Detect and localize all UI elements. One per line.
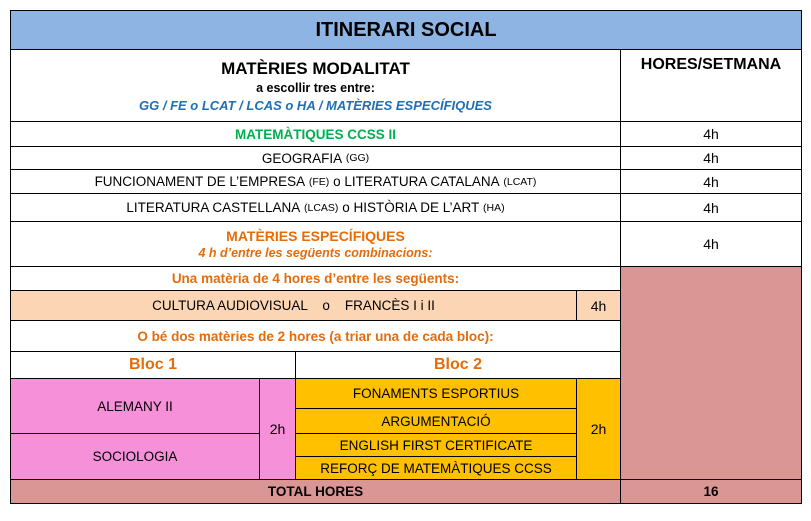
right-filler <box>620 266 802 480</box>
bloc1-subject: ALEMANY II <box>10 378 260 434</box>
total-label: TOTAL HORES <box>10 479 621 504</box>
subject-row-spanish-art: LITERATURA CASTELLANA (LCAS) o HISTÒRIA DE L’ART (HA) <box>10 193 621 222</box>
subject-row-business-catalan: FUNCIONAMENT DE L’EMPRESA (FE) o LITERATURA CATALANA (LCAT) <box>10 169 621 194</box>
bloc2-hours: 2h <box>576 378 621 480</box>
hours-cell: 4h <box>620 169 802 194</box>
option-two-title: O bé dos matèries de 2 hores (a triar una de cada bloc): <box>10 320 621 352</box>
hours-cell: 4h <box>620 193 802 222</box>
bloc2-subject: FONAMENTS ESPORTIUS <box>295 378 577 409</box>
specific-title: MATÈRIES ESPECÍFIQUES <box>226 228 405 244</box>
bloc2-subject: ENGLISH FIRST CERTIFICATE <box>295 433 577 457</box>
specific-subjects <box>10 221 621 267</box>
bloc2-subject: ARGUMENTACIÓ <box>295 408 577 434</box>
hours-cell: 4h <box>620 146 802 170</box>
bloc1-title: Bloc 1 <box>10 351 296 379</box>
hours-cell: 4h <box>620 221 802 267</box>
bloc2-title: Bloc 2 <box>295 351 621 379</box>
bloc2-subject: REFORÇ DE MATEMÀTIQUES CCSS <box>295 456 577 480</box>
choose-text: a escollir tres entre: <box>256 80 375 95</box>
hours-cell: 4h <box>620 121 802 147</box>
bloc1-subject: SOCIOLOGIA <box>10 433 260 480</box>
hours-header: HORES/SETMANA <box>620 49 802 122</box>
option-one-subjects: CULTURA AUDIOVISUAL o FRANCÈS I i II <box>10 290 577 321</box>
bloc1-hours: 2h <box>259 378 296 480</box>
option-one-title: Una matèria de 4 hores d’entre les següents: <box>10 266 621 291</box>
option-one-hours: 4h <box>576 290 621 321</box>
subjects-title: MATÈRIES MODALITAT <box>221 58 410 78</box>
options-text: GG / FE o LCAT / LCAS o HA / MATÈRIES ESPECÍFIQUES <box>139 97 492 113</box>
total-value: 16 <box>620 479 802 504</box>
table-title: ITINERARI SOCIAL <box>10 10 802 50</box>
subjects-header <box>10 49 621 122</box>
specific-subtitle: 4 h d’entre les següents combinacions: <box>198 246 433 260</box>
subject-row-math: MATEMÀTIQUES CCSS II <box>10 121 621 147</box>
subject-row-geography: GEOGRAFIA (GG) <box>10 146 621 170</box>
